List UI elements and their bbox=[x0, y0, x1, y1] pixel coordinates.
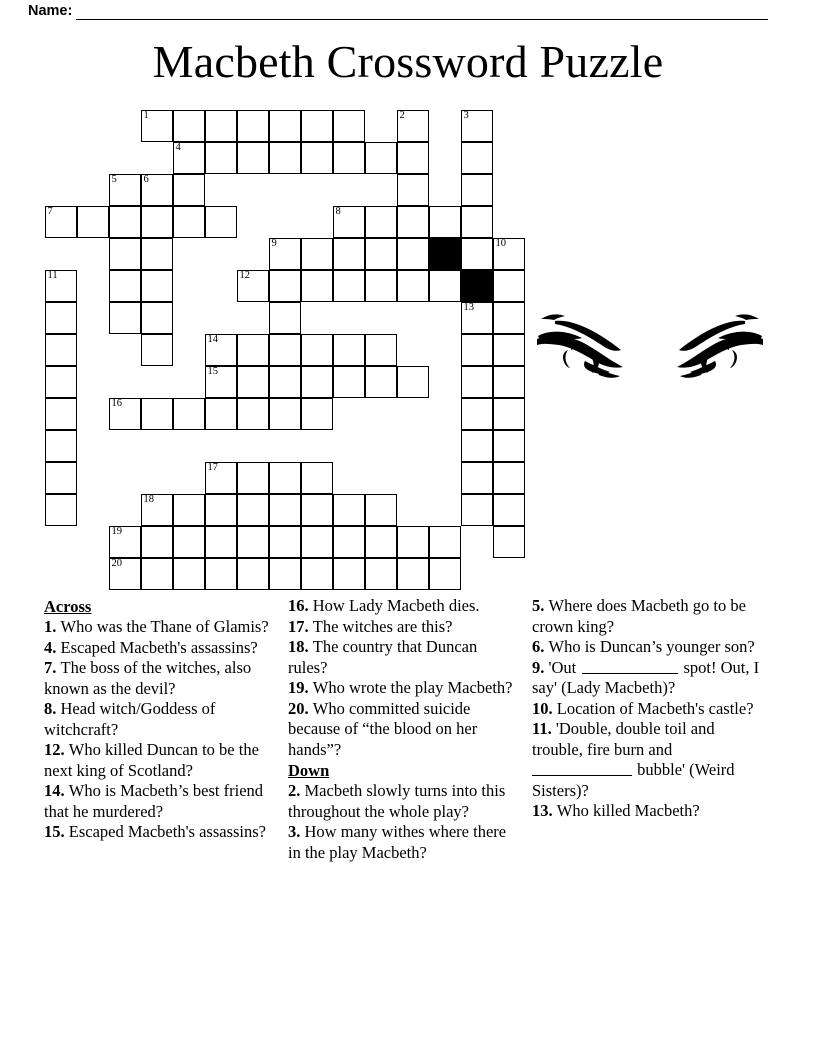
grid-cell[interactable] bbox=[237, 366, 269, 398]
clue-column-2 bbox=[288, 596, 532, 863]
grid-cell[interactable] bbox=[45, 398, 77, 430]
clues-container bbox=[44, 596, 774, 863]
grid-cell[interactable] bbox=[205, 366, 237, 398]
clue-text: How many withes where there in the play Macbeth? bbox=[288, 822, 507, 862]
grid-cell-number: 2 bbox=[399, 110, 405, 121]
grid-cell-number: 18 bbox=[143, 494, 154, 505]
grid-cell[interactable] bbox=[301, 526, 333, 558]
grid-cell[interactable] bbox=[237, 558, 269, 590]
grid-cell-number: 12 bbox=[239, 270, 250, 281]
grid-cell[interactable] bbox=[141, 238, 173, 270]
grid-cell[interactable] bbox=[205, 110, 237, 142]
clue-text: Who wrote the play Macbeth? bbox=[312, 678, 513, 697]
grid-cell[interactable] bbox=[173, 398, 205, 430]
clue-text: The country that Duncan rules? bbox=[288, 637, 478, 677]
grid-cell[interactable] bbox=[205, 398, 237, 430]
grid-cell-number: 6 bbox=[143, 174, 149, 185]
clue-text: Who is Macbeth’s best friend that he murdered? bbox=[44, 781, 264, 821]
clue-number: 10. bbox=[532, 698, 557, 718]
grid-cell[interactable] bbox=[173, 110, 205, 142]
grid-cell[interactable] bbox=[45, 206, 77, 238]
clue-text: 'Double, double toil and trouble, fire burn and bbox=[532, 719, 715, 759]
grid-cell[interactable] bbox=[397, 110, 429, 142]
grid-cell[interactable] bbox=[237, 526, 269, 558]
clue-item bbox=[44, 740, 274, 781]
grid-cell-number: 5 bbox=[111, 174, 117, 185]
grid-cell[interactable] bbox=[141, 526, 173, 558]
grid-cell[interactable] bbox=[397, 270, 429, 302]
grid-cell[interactable] bbox=[141, 302, 173, 334]
grid-cell[interactable] bbox=[205, 462, 237, 494]
grid-cell[interactable] bbox=[493, 270, 525, 302]
grid-cell[interactable] bbox=[237, 110, 269, 142]
clue-column-1 bbox=[44, 596, 288, 843]
grid-cell[interactable] bbox=[365, 494, 397, 526]
clue-item bbox=[288, 596, 518, 617]
grid-cell[interactable] bbox=[365, 334, 397, 366]
grid-cell[interactable] bbox=[205, 558, 237, 590]
grid-cell[interactable] bbox=[109, 398, 141, 430]
clue-item bbox=[44, 822, 274, 843]
clue-number: 8. bbox=[44, 699, 61, 718]
clue-number: 17. bbox=[288, 616, 313, 636]
grid-cell[interactable] bbox=[237, 462, 269, 494]
clue-text: Where does Macbeth go to be crown king? bbox=[532, 596, 746, 636]
grid-cell[interactable] bbox=[269, 494, 301, 526]
grid-cell[interactable] bbox=[301, 558, 333, 590]
grid-cell[interactable] bbox=[429, 270, 461, 302]
grid-cell[interactable] bbox=[333, 334, 365, 366]
clue-number: 15. bbox=[44, 822, 69, 841]
clue-item bbox=[44, 699, 274, 740]
grid-cell[interactable] bbox=[109, 302, 141, 334]
grid-cell[interactable] bbox=[269, 462, 301, 494]
clue-item bbox=[44, 617, 274, 638]
clue-item bbox=[532, 801, 760, 822]
name-label: Name: bbox=[28, 3, 73, 19]
grid-cell[interactable] bbox=[333, 206, 365, 238]
grid-cell[interactable] bbox=[461, 398, 493, 430]
grid-cell[interactable] bbox=[461, 462, 493, 494]
grid-cell[interactable] bbox=[205, 206, 237, 238]
grid-cell-blocked bbox=[461, 270, 493, 302]
grid-cell[interactable] bbox=[493, 238, 525, 270]
clue-number: 14. bbox=[44, 781, 69, 800]
clue-item bbox=[288, 822, 518, 863]
grid-cell[interactable] bbox=[269, 334, 301, 366]
grid-cell[interactable] bbox=[173, 558, 205, 590]
grid-cell[interactable] bbox=[301, 238, 333, 270]
grid-cell[interactable] bbox=[429, 206, 461, 238]
clue-number: 6. bbox=[532, 637, 549, 656]
grid-cell[interactable] bbox=[365, 238, 397, 270]
grid-cell[interactable] bbox=[141, 110, 173, 142]
grid-cell[interactable] bbox=[397, 206, 429, 238]
grid-cell[interactable] bbox=[301, 270, 333, 302]
grid-cell[interactable] bbox=[397, 526, 429, 558]
clue-text: Escaped Macbeth's assassins? bbox=[60, 637, 258, 657]
grid-cell[interactable] bbox=[237, 334, 269, 366]
across-heading: Across bbox=[44, 597, 92, 616]
grid-cell[interactable] bbox=[461, 302, 493, 334]
clue-item bbox=[532, 658, 760, 699]
grid-cell[interactable] bbox=[301, 462, 333, 494]
grid-cell[interactable] bbox=[173, 526, 205, 558]
grid-cell[interactable] bbox=[461, 430, 493, 462]
grid-cell[interactable] bbox=[461, 238, 493, 270]
grid-cell[interactable] bbox=[493, 334, 525, 366]
grid-cell-number: 3 bbox=[463, 110, 469, 121]
grid-cell[interactable] bbox=[141, 494, 173, 526]
grid-cell-number: 1 bbox=[143, 110, 149, 121]
grid-cell-number: 9 bbox=[271, 238, 277, 249]
grid-cell[interactable] bbox=[205, 526, 237, 558]
clue-number: 5. bbox=[532, 596, 549, 615]
grid-cell[interactable] bbox=[237, 270, 269, 302]
clue-number: 9. bbox=[532, 657, 549, 677]
grid-cell[interactable] bbox=[141, 398, 173, 430]
clue-item bbox=[288, 678, 518, 699]
grid-cell[interactable] bbox=[109, 206, 141, 238]
clue-text: Who is Duncan’s younger son? bbox=[548, 637, 755, 656]
grid-cell[interactable] bbox=[77, 206, 109, 238]
grid-cell[interactable] bbox=[365, 526, 397, 558]
grid-cell[interactable] bbox=[461, 142, 493, 174]
clue-item bbox=[44, 781, 274, 822]
grid-cell[interactable] bbox=[45, 430, 77, 462]
grid-cell-number: 10 bbox=[495, 238, 506, 249]
grid-cell[interactable] bbox=[365, 206, 397, 238]
clue-number: 18. bbox=[288, 637, 313, 656]
grid-cell[interactable] bbox=[493, 462, 525, 494]
grid-cell[interactable] bbox=[109, 238, 141, 270]
clue-number: 19. bbox=[288, 678, 313, 697]
grid-cell[interactable] bbox=[141, 270, 173, 302]
clue-text: Head witch/Goddess of witchcraft? bbox=[44, 699, 216, 739]
clue-number: 7. bbox=[44, 658, 61, 677]
grid-cell[interactable] bbox=[333, 238, 365, 270]
grid-cell[interactable] bbox=[301, 366, 333, 398]
clue-answer-blank[interactable] bbox=[532, 761, 632, 776]
grid-cell[interactable] bbox=[365, 142, 397, 174]
clue-number: 11. bbox=[532, 719, 556, 738]
grid-cell-number: 13 bbox=[463, 302, 474, 313]
down-heading: Down bbox=[288, 761, 330, 780]
grid-cell[interactable] bbox=[301, 398, 333, 430]
grid-cell[interactable] bbox=[301, 334, 333, 366]
grid-cell[interactable] bbox=[173, 142, 205, 174]
grid-cell[interactable] bbox=[461, 110, 493, 142]
clue-text: The witches are this? bbox=[312, 616, 453, 636]
grid-cell[interactable] bbox=[301, 110, 333, 142]
grid-cell[interactable] bbox=[45, 462, 77, 494]
clue-item bbox=[288, 637, 518, 678]
clue-text: spot! Out, I say' (Lady Macbeth)? bbox=[532, 657, 760, 697]
grid-cell[interactable] bbox=[397, 142, 429, 174]
grid-cell-number: 19 bbox=[111, 526, 122, 537]
grid-cell[interactable] bbox=[461, 366, 493, 398]
grid-cell[interactable] bbox=[141, 558, 173, 590]
grid-cell[interactable] bbox=[141, 334, 173, 366]
grid-cell[interactable] bbox=[205, 334, 237, 366]
grid-cell-number: 8 bbox=[335, 206, 341, 217]
grid-cell-number: 15 bbox=[207, 366, 218, 377]
clue-item bbox=[288, 617, 518, 638]
grid-cell[interactable] bbox=[365, 558, 397, 590]
grid-cell[interactable] bbox=[109, 174, 141, 206]
clue-text: How Lady Macbeth dies. bbox=[312, 596, 480, 615]
clue-text: Who was the Thane of Glamis? bbox=[60, 617, 269, 636]
clue-text: Location of Macbeth's castle? bbox=[556, 698, 754, 718]
clue-number: 16. bbox=[288, 596, 313, 615]
clue-text: Macbeth slowly turns into this throughout the whole play? bbox=[288, 781, 506, 821]
clue-number: 3. bbox=[288, 822, 305, 841]
grid-cell-number: 14 bbox=[207, 334, 218, 345]
grid-cell[interactable] bbox=[141, 206, 173, 238]
grid-cell[interactable] bbox=[45, 270, 77, 302]
clue-text: bubble' (Weird Sisters)? bbox=[532, 760, 735, 800]
grid-cell[interactable] bbox=[397, 174, 429, 206]
clue-text: Who killed Duncan to be the next king of Scotland? bbox=[44, 740, 259, 780]
grid-cell[interactable] bbox=[237, 142, 269, 174]
grid-cell-number: 17 bbox=[207, 462, 218, 473]
grid-cell[interactable] bbox=[269, 238, 301, 270]
clue-text: The boss of the witches, also known as the devil? bbox=[44, 658, 252, 698]
clue-text: Who committed suicide because of “the blood on her hands”? bbox=[288, 698, 478, 759]
grid-cell[interactable] bbox=[333, 270, 365, 302]
clue-number: 12. bbox=[44, 740, 69, 759]
grid-cell-number: 11 bbox=[47, 270, 58, 281]
grid-cell[interactable] bbox=[397, 238, 429, 270]
grid-cell[interactable] bbox=[269, 558, 301, 590]
grid-cell[interactable] bbox=[45, 334, 77, 366]
grid-cell[interactable] bbox=[461, 206, 493, 238]
grid-cell-number: 4 bbox=[175, 142, 181, 153]
clue-item bbox=[44, 638, 274, 659]
grid-cell[interactable] bbox=[333, 110, 365, 142]
grid-cell[interactable] bbox=[493, 398, 525, 430]
eyes-clipart-icon bbox=[535, 305, 765, 385]
grid-cell[interactable] bbox=[269, 110, 301, 142]
grid-cell[interactable] bbox=[45, 494, 77, 526]
clue-item bbox=[44, 658, 274, 699]
grid-cell[interactable] bbox=[493, 302, 525, 334]
clue-item bbox=[532, 637, 760, 658]
clue-item bbox=[288, 699, 518, 761]
grid-cell[interactable] bbox=[237, 398, 269, 430]
grid-cell[interactable] bbox=[493, 526, 525, 558]
grid-cell[interactable] bbox=[173, 494, 205, 526]
grid-cell[interactable] bbox=[461, 494, 493, 526]
grid-cell[interactable] bbox=[365, 366, 397, 398]
grid-cell-number: 20 bbox=[111, 558, 122, 569]
grid-cell[interactable] bbox=[333, 526, 365, 558]
grid-cell-number: 16 bbox=[111, 398, 122, 409]
grid-cell[interactable] bbox=[45, 302, 77, 334]
grid-cell[interactable] bbox=[493, 494, 525, 526]
grid-cell[interactable] bbox=[461, 174, 493, 206]
grid-cell[interactable] bbox=[493, 366, 525, 398]
grid-cell[interactable] bbox=[429, 526, 461, 558]
clue-text: 'Out bbox=[548, 657, 581, 677]
clue-text: Escaped Macbeth's assassins? bbox=[68, 822, 267, 841]
clue-item bbox=[532, 596, 760, 637]
clue-number: 1. bbox=[44, 617, 61, 636]
page-title: Macbeth Crossword Puzzle bbox=[152, 36, 664, 87]
grid-cell[interactable] bbox=[109, 558, 141, 590]
grid-cell[interactable] bbox=[269, 398, 301, 430]
clue-number: 20. bbox=[288, 698, 313, 718]
clue-number: 4. bbox=[44, 637, 61, 657]
grid-cell[interactable] bbox=[333, 142, 365, 174]
grid-cell[interactable] bbox=[461, 334, 493, 366]
clue-text: Who killed Macbeth? bbox=[556, 801, 700, 820]
grid-cell[interactable] bbox=[269, 526, 301, 558]
grid-cell[interactable] bbox=[429, 558, 461, 590]
grid-cell[interactable] bbox=[269, 270, 301, 302]
grid-cell[interactable] bbox=[333, 558, 365, 590]
clue-item bbox=[288, 781, 518, 822]
clue-number: 2. bbox=[288, 781, 305, 800]
clue-item bbox=[532, 719, 760, 801]
grid-cell-blocked bbox=[429, 238, 461, 270]
grid-cell[interactable] bbox=[45, 366, 77, 398]
clue-number: 13. bbox=[532, 801, 557, 820]
grid-cell-number: 7 bbox=[47, 206, 53, 217]
grid-cell[interactable] bbox=[397, 558, 429, 590]
clue-item bbox=[532, 699, 760, 720]
grid-cell[interactable] bbox=[269, 302, 301, 334]
grid-cell[interactable] bbox=[237, 494, 269, 526]
grid-cell[interactable] bbox=[301, 142, 333, 174]
grid-cell[interactable] bbox=[333, 366, 365, 398]
grid-cell[interactable] bbox=[397, 366, 429, 398]
grid-cell[interactable] bbox=[269, 366, 301, 398]
grid-cell[interactable] bbox=[173, 206, 205, 238]
grid-cell[interactable] bbox=[141, 174, 173, 206]
grid-cell[interactable] bbox=[333, 494, 365, 526]
grid-cell[interactable] bbox=[269, 142, 301, 174]
grid-cell[interactable] bbox=[493, 430, 525, 462]
grid-cell[interactable] bbox=[109, 270, 141, 302]
grid-cell[interactable] bbox=[109, 526, 141, 558]
grid-cell[interactable] bbox=[173, 174, 205, 206]
grid-cell[interactable] bbox=[205, 142, 237, 174]
clue-answer-blank[interactable] bbox=[582, 659, 678, 674]
grid-cell[interactable] bbox=[365, 270, 397, 302]
clue-column-3 bbox=[532, 596, 774, 822]
grid-cell[interactable] bbox=[205, 494, 237, 526]
grid-cell[interactable] bbox=[301, 494, 333, 526]
